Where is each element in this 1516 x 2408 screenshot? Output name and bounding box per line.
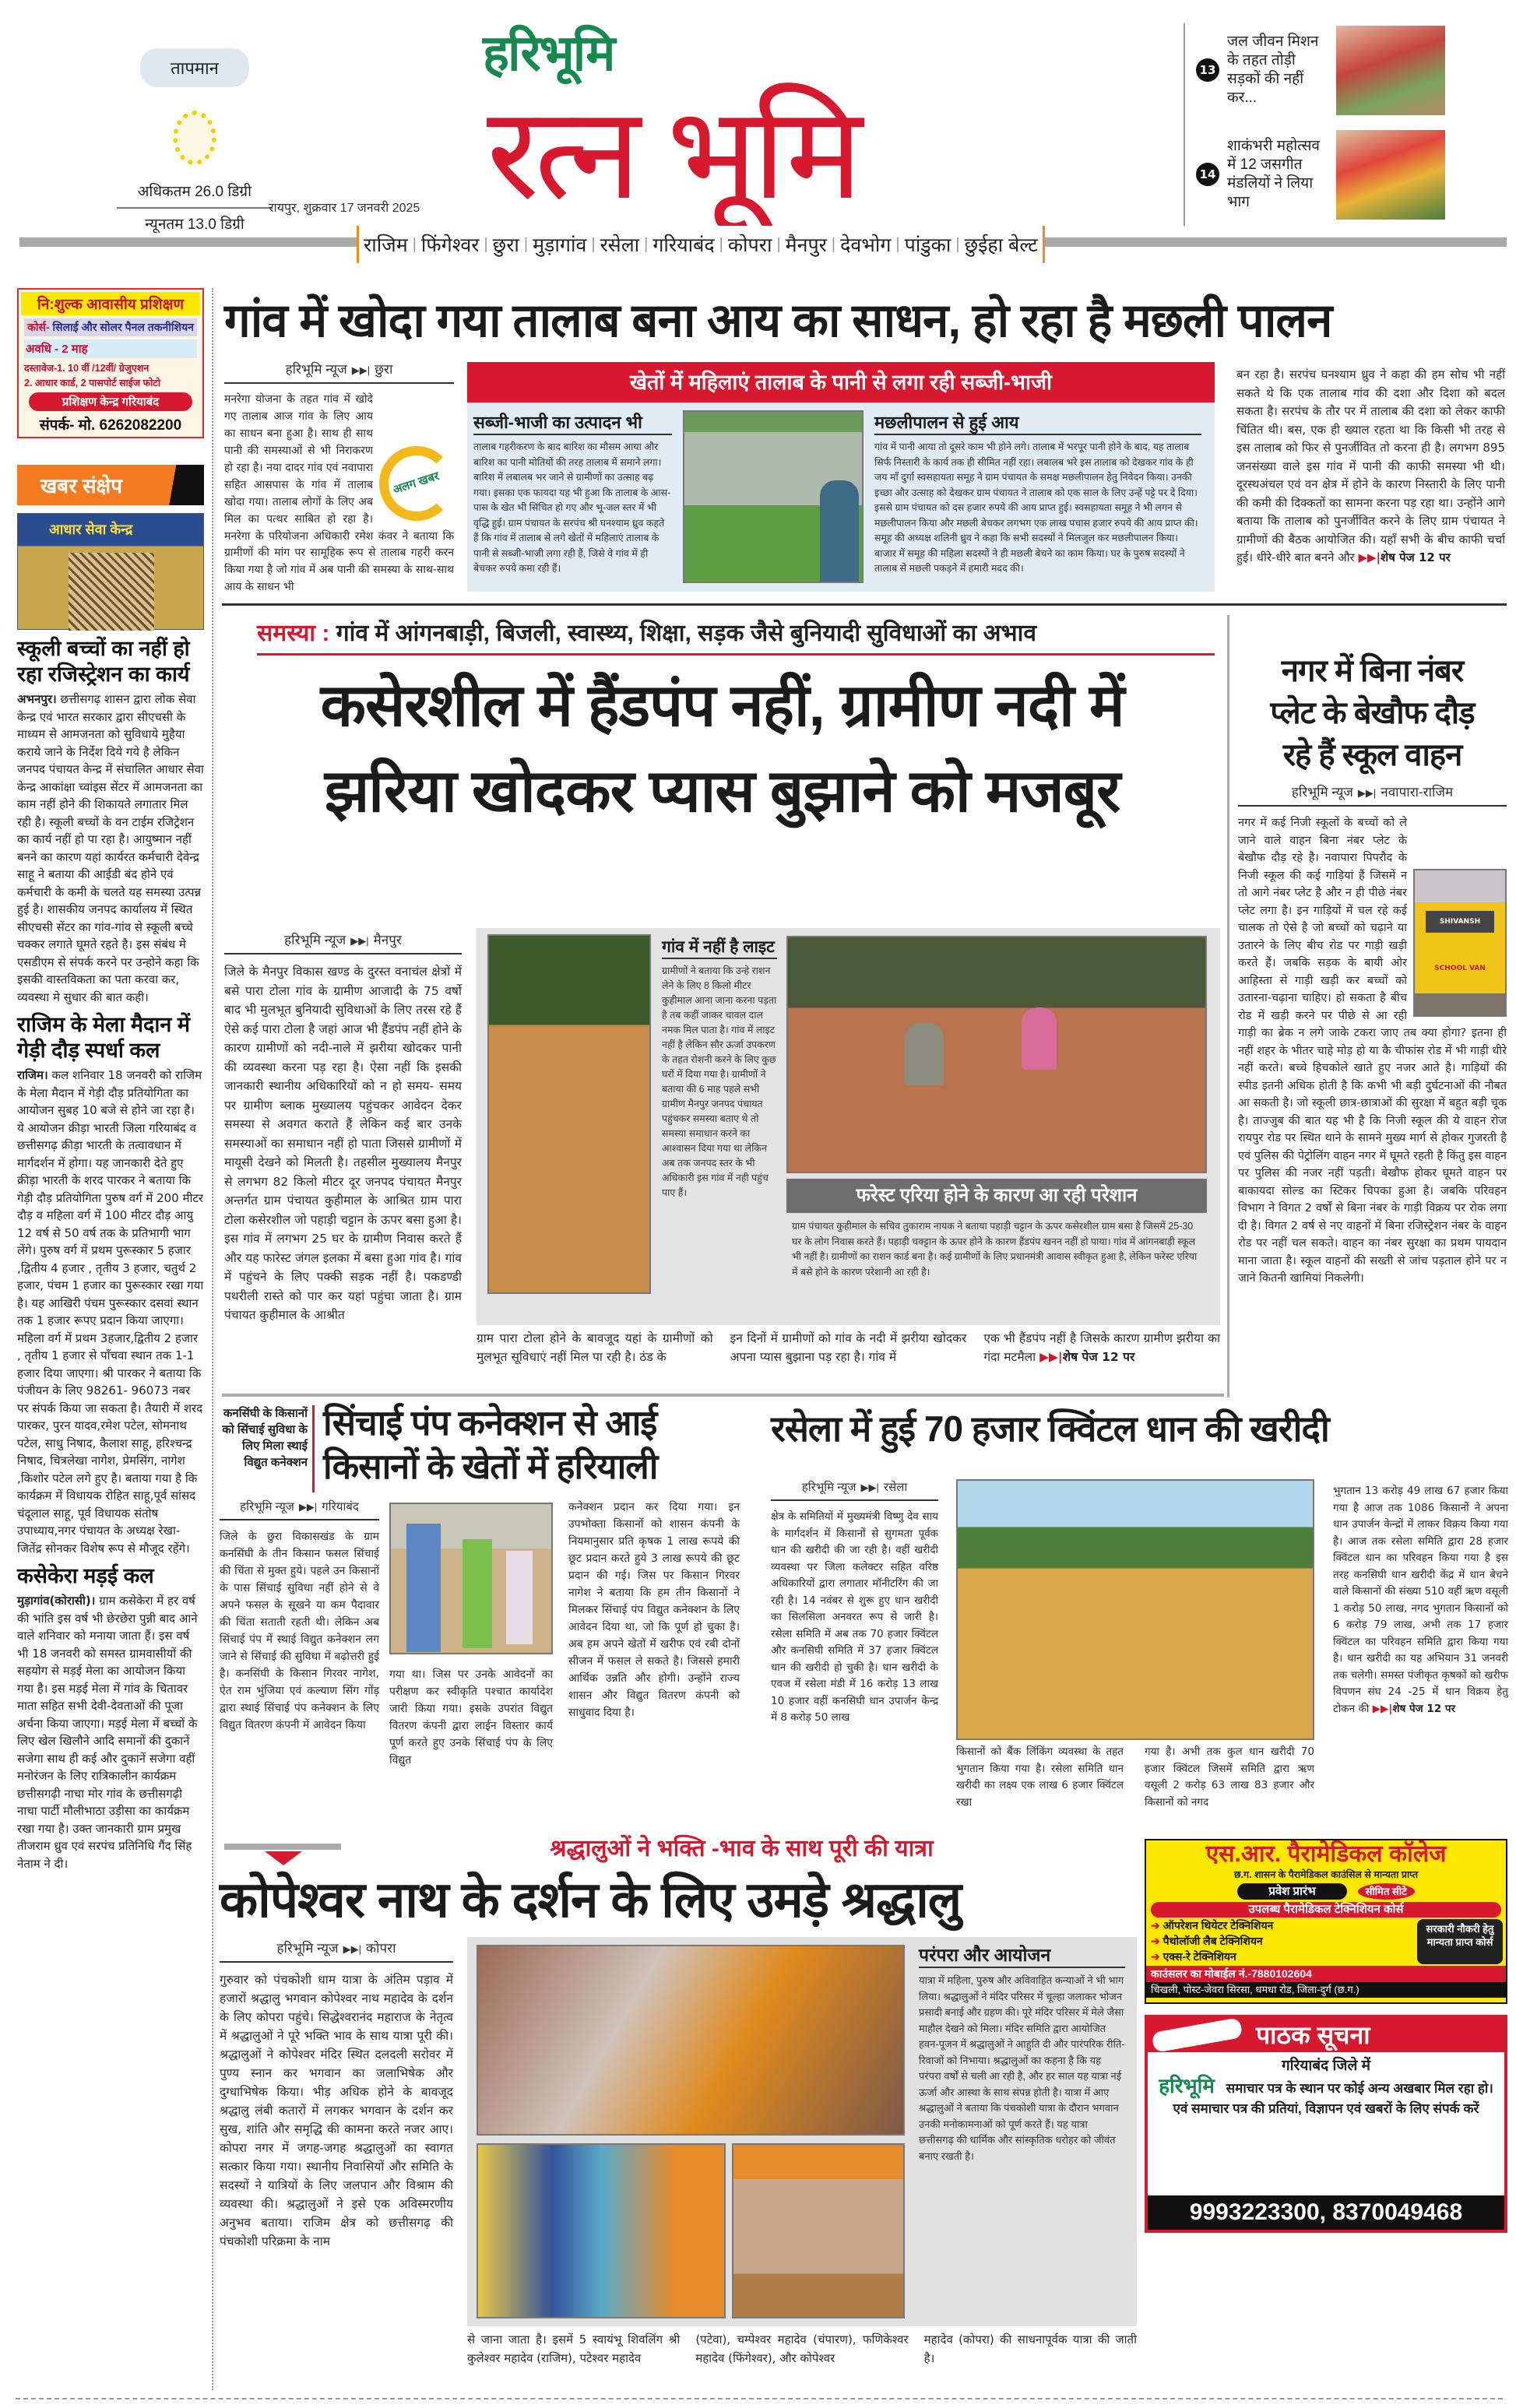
brief-banner — [17, 465, 204, 505]
headline-line: नगर में बिना नंबर — [1281, 654, 1464, 688]
ad-course — [24, 318, 197, 336]
courses-title: उपलब्ध पैरामेडिकल टेक्निशियन कोर्स — [1151, 1902, 1501, 1918]
handpump-kicker — [257, 619, 1215, 656]
fish-title: मछलीपालन से हुई आय — [874, 410, 1201, 435]
ad-contact: संपर्क- मो. 6262082200 — [39, 417, 182, 434]
byline — [771, 1479, 938, 1501]
temple-chevron-icon — [224, 1844, 341, 1850]
light-text: ग्रामीणों ने बताया कि उन्हे राशन लेने के लिए 8 किलो मीटर कुहीमाल आना जाना करना पड़ता है तब कहीं जाकर चावल दाल नमक मिल पाता है। गांव में लाइट नहीं है लेकिन सौर ऊर्जा उपकरण के तहत रोशनी करने के लिए कुछ घरों में दिया गया है। ग्रामीणों ने बताया की 6 माह पहले सभी ग्रामीण मैनपुर जनपद पंचायत पहुंचकर समस्या बताए थे तो समस्या समाधान करने का आश्वासन दिया गया था लेकिन अब तक जनपद स्तर के भी अधिकारी इस गांव में नही पहुंच पाए हैं। — [662, 965, 777, 1198]
course-item — [1151, 1949, 1417, 1964]
admission-badge: प्रवेश प्रारंभ — [1237, 1883, 1346, 1900]
continued-link[interactable]: ▶▶|शेष पेज 12 पर — [1039, 1349, 1135, 1364]
brief-body: ग्राम कसेकेरा में हर वर्ष की भांति इस वर्ष भी छेरछेरा पुन्नी बाद आने वाले शनिवार को मनाया जाता हैं। इस वर्ष भी 18 जनवरी को समस्त ग्रामवासीयों की सहयोग से मड़ई मेला का आयोजन किया गया है। इस मड़ई मेला में गांव के चितावर माता सहित सभी देवी-देवताओं की पूजा अर्चना किया जाएगा। मड़ई मेला में बच्चों के लिए खेल खिलौने आदि समानों की दुकानें सजेगा साथ ही कई और दुकानें सजेगा वहीं मनोरंजन के लिए रात्रिकालीन कार्यक्रम छत्तीसगढ़ी नाचा मोर गांव के छत्तीसगढ़ी नाचा पार्टी मौलीभाठा उड़ीसा का कार्यक्रम रखा गया है। उक्त जानकारी ग्राम प्रमुख तीजराम ध्रुव एवं सरपंच प्रतिनिधि गैंद सिंह नेताम ने दी। — [17, 1594, 198, 1871]
van-text — [1238, 814, 1507, 1375]
pond-lead-text: मनरेगा योजना के तहत गांव में खोदे गए तालाब आज गांव के लिए आय का साधन बना हुआ है। साथ ही साथ पानी की समस्याओं से भी निराकरण हो रहा है। नया दादर गांव एवं नवापारा सहित आसपास के गांव में तालाब खोदा गया। तालाब लोगों के लिए अब मिल का पत्थर साबित हो रहा है। मनरेगा के परियोजना अधिकारी रमेश कंवर ने बताया कि ग्रामीणों की मांग पर सामूहिक रूप से तालाब गहरी करन किया गया है जो गांव में अब पानी की समस्या के साथ-साथ आय के साधन भी — [224, 393, 454, 594]
van-body-top: नगर में कई निजी स्कूलों के बच्चों को ले जाने वाले वाहन बिना नंबर प्लेट के बेखौफ दौड़ रहे है। नवापारा पिपरौद के निजी स्कूल की कई गाड़ियां हैं जिसमें न तो आगे नंबर प्लेट है और न ही पीछे नंबर प्लेट लगा है। इन गाड़ियों में चल रहे कई चालक तो ऐसे है जो बच्चों को चढ़ाने या उतारने के लिए बीच रोड पर गाड़ी खड़ी करते हैं। जबकि सड़क के बायी ओर आहिस्ता से गाड़ी खड़ी कर बच्चों को उतारना-चढ़ाना चाहिए। हो — [1238, 817, 1407, 1004]
double-arrow-icon: ▶▶| — [350, 935, 369, 947]
ad-center: प्रशिक्षण केन्द्र गरियाबंद — [29, 392, 192, 411]
govt-job-badge: सरकारी नौकरी हेतु मान्यता प्राप्त कोर्स — [1417, 1919, 1503, 1964]
nav-separator: | — [776, 235, 781, 253]
paramedical-ad[interactable] — [1145, 1839, 1507, 2004]
farmers-photo — [389, 1503, 553, 1654]
nav-town-link[interactable]: छुरा — [492, 234, 519, 256]
handpump-body — [224, 930, 462, 1383]
nav-town-link[interactable]: रसेला — [600, 234, 640, 256]
notice-phones: 9993223300, 8370049468 — [1148, 2195, 1504, 2230]
bottom-col: (पटेवा), चम्पेश्वर महादेव (चंपारण), फणिकेश्वर महादेव (फिंगेश्वर), और कोपेश्वर — [695, 2332, 909, 2365]
paddy-col1 — [771, 1479, 938, 1820]
continued-text: शेष पेज 12 पर — [1381, 550, 1451, 564]
pond-banner: खेतों में महिलाएं तालाब के पानी से लगा रही सब्जी-भाजी — [467, 362, 1215, 403]
byline-place: नवापारा-राजिम — [1381, 785, 1454, 800]
paddy-col3: गया है। अभी तक कुल धान खरीदी 70 हजार क्विंटल जिसमें समिति द्वारा ऋण वसूली 2 करोड़ 63 लाख 83 हजार और किसानों को नगद — [1145, 1745, 1314, 1809]
brief-headline: राजिम के मेला मैदान में गेड़ी दौड़ स्पर्धा कल — [17, 1013, 191, 1062]
school-van-photo — [1413, 869, 1507, 1017]
irrigation-col3: कनेक्शन प्रदान कर दिया गया। इन उपभोक्ता किसानों को शासन कंपनी के नियमानुसार प्रति कृषक 1 लाख रूपये की छूट प्रदान करते हुये 3 लाख रूपये की छूट प्रदान की गई। जिस पर किसान गिरवर नागेश ने बताया कि हम तीन किसानों ने मिलकर सिंचाई पंप विद्युत कनेक्शन के लिए आवेदन दिया था, जो कि पूर्ण हो चुका है। अब हम अपने खेतों में खरीफ एवं रबी दोनों सीजन में फसल ले सकते है। जिससे हमारी आर्थिक उन्नति और होगी। उन्होंने राज्य शासन और विद्युत वितरण कंपनी को साधुवाद दिया है। — [568, 1501, 740, 1719]
byline-source: हरिभूमि न्यूज — [801, 1481, 856, 1494]
bottom-col-text: एक भी हैंडपंप नहीं है जिसके कारण ग्रामीण झरीया का गंदा मटमैला — [983, 1331, 1221, 1364]
paddy-headline: रसेला में हुई 70 हजार क्विंटल धान की खरीदी — [771, 1408, 1329, 1449]
pond-feature — [467, 362, 1215, 592]
havan-photo — [477, 1945, 905, 2136]
weather-box — [117, 48, 273, 243]
byline-source: हरिभूमि न्यूज — [285, 362, 347, 377]
paddy-col4 — [1333, 1483, 1508, 1826]
caption-title: फरेस्ट एरिया होने के कारण आ रही परेशान — [786, 1179, 1207, 1213]
forest-path-photo — [487, 934, 651, 1294]
temple-bottom — [467, 2331, 1137, 2392]
kicker-text: गांव में आंगनबाड़ी, बिजली, स्वास्थ्य, शिक्षा, सड़क जैसे बुनियादी सुविधाओं का अभाव — [336, 620, 1037, 646]
bottom-col — [983, 1330, 1220, 1389]
notice-line2: समाचार पत्र के स्थान पर कोई अन्य अखबार मिल रहा हो। एवं समाचार पत्र की प्रतियां, विज्ञापन एवं खबरों के लिए संपर्क करें — [1173, 2081, 1493, 2116]
nav-town-link[interactable]: गरियाबंद — [652, 234, 715, 256]
temple-headline: कोपेश्वर नाथ के दर्शन के लिए उमड़े श्रद्धालु — [220, 1872, 962, 1928]
pond-lead — [224, 360, 454, 598]
bottom-col: इन दिनों में ग्रामीणों को गांव के नदी में झरीया खोदकर अपना प्यास बुझाना पड़ रहा है। गांव में — [730, 1331, 967, 1364]
nav-town-link[interactable]: मुड़ागांव — [533, 234, 587, 256]
left-column-divider — [212, 288, 213, 2390]
nav-separator: | — [955, 235, 960, 253]
headline-line: झरिया खोदकर प्यास बुझाने को मजबूर — [324, 758, 1120, 824]
notice-brand: हरिभूमि — [1159, 2074, 1215, 2097]
veg-title: सब्जी-भाजी का उत्पादन भी — [473, 410, 672, 435]
brief-headline: कसेकेरा मड़ई कल — [17, 1564, 154, 1587]
pond-photo — [683, 410, 864, 583]
ad-course-label: कोर्स- — [27, 321, 50, 333]
college-subtitle: छ.ग. शासन के पैरामेडिकल काउंसिल से मान्यता प्राप्त — [1233, 1869, 1419, 1880]
brief-banner-label: खबर संक्षेप — [40, 474, 122, 497]
brief-dateline: राजिम। — [17, 1068, 48, 1082]
farmer-figure — [406, 1524, 441, 1652]
paddy-col4-text: भुगतान 13 करोड़ 49 लाख 67 हजार किया गया है आज तक 1086 किसानों ने अपना धान उपार्जन केन्द्रों में लाकर विक्रय किया गया है। आज तक रसेला समिति द्वारा 28 हजार क्विंटल धान का परिवहन किया गया है इस तरह कनसिघी धान खरीदी केंद्र में धान बेचने वाले किसानों की संख्या 510 वहीं ऋण वसूली 1 करोड़ 50 लाख, नगद भुगतान किसानों को 6 करोड़ 79 लाख, अभी तक 17 हजार क्विंटल का परिवहन समिति द्वारा किया गया है। धान खरीदी का यह अभियान 31 जनवरी तक चलेगी। समस्त पंजीकृत कृषकों को खरीफ विपणन संघ 24 -25 में धान विक्रय हेतु टोकन की — [1333, 1485, 1508, 1715]
arrow-right-icon: ➔ — [1151, 1919, 1163, 1932]
temple-col1 — [220, 1939, 453, 2387]
irrigation-kicker: कनसिंघी के किसानों को सिंचाई सुविधा के लिए मिला स्थाई विद्युत कनेक्शन — [220, 1405, 315, 1492]
bottom-col: ग्राम पारा टोला होने के बावजूद यहां के ग्रामीणों को मुलभूत सूविधाएं नहीं मिल पा रही है। ठंड के — [477, 1331, 713, 1364]
bottom-col: महादेव (कोपरा) की साधनापूर्वक यात्रा की जाती है। — [923, 2332, 1137, 2365]
brand-top: हरिभूमि — [483, 25, 614, 81]
bottom-col: से जाना जाता है। इसमें 5 स्वायंभू शिवलिंग श्री कुलेश्वर महादेव (राजिम), पटेश्वर महादेव — [467, 2332, 681, 2365]
ad-course-text: सिलाई और सोलर पैनल तकनीशियन — [52, 321, 194, 333]
byline — [220, 1939, 453, 1963]
handpump-frame-right — [1227, 615, 1229, 1397]
town-nav — [357, 226, 1045, 263]
paddy-heaps-photo — [956, 1479, 1314, 1740]
teaser[interactable] — [1196, 128, 1511, 221]
veg-text: तालाब गहरीकरण के बाद बारिश का मौसम आया और बारिश का पानी मोतियों की तरह तालाब में समाने लगा। बारिश में लबालब भर जाने से ग्रामीणों का उत्साह बढ़ गया। इसका एक फायदा यह भी हुआ कि तालाब के आस-पास के खेत भी सिंचित हो गए और भू-जल स्तर में भी वृद्धि हुई। ग्राम पंचायत के सरपंच श्री घनश्याम ध्रुव कहते हैं कि गांव में तालाब से लगे खेतों में महिलाएं तालाब के पानी से सब्जी-भाजी लगा रही हैं, जिसे वे गांव में ही बेचकर रुपये कमा रही हैं। — [473, 441, 671, 574]
gate — [69, 553, 154, 631]
arrow-right-icon: ➔ — [1151, 1950, 1163, 1963]
pond-right-text: बन रहा है। सरपंच घनश्याम ध्रुव ने कहा की हम सोच भी नहीं सकते थे कि एक तालाब गांव की दशा और दिशा को बदल सकता है। सरपंच के तौर पर में तालाब की दशा को लेकर काफी चिंतित थी। बस, एक ही ख्याल रहता था कि किसी भी तरह से इस तालाब को फिर से पुनर्जीवित तो करना ही है। लगभग 895 जनसंख्या वाले इस गांव में पानी की काफी समस्या भी थी। दूरस्थअंचल एवं वन क्षेत्र में होने के कारण निस्तारी के लिए पानी की कमी की दिक्कतों का सामना करना पड़ रहा था। उन्होंने आगे बताया कि तालाब को पुनर्जीवित करने के लिए ग्राम पंचायत ने ग्रामीणों की बैठक आयोजित की। यहाँ सभी के बीच काफी चर्चा हुई। धीरे-धीरे बात बनने और — [1236, 367, 1505, 564]
farmer-figure — [506, 1551, 533, 1644]
byline-source: हरिभूमि न्यूज — [276, 1941, 339, 1956]
byline-place: मैनपुर — [373, 933, 402, 947]
byline-place: छुरा — [375, 362, 393, 377]
farmer-figure — [820, 480, 859, 582]
brief-text — [17, 1592, 204, 1872]
nav-separator: | — [719, 235, 723, 253]
irrigation-col2: गया था। जिस पर उनके आवेदनों का परीक्षण कर स्वीकृति पश्चात कार्यादेश जारी किया गया। इसके उपरांत विद्युत वितरण कंपनी द्वारा लाईन विस्तार कार्य पूर्ण करते हुए उनके सिंचाई पंप के लिए विद्युत — [389, 1668, 553, 1766]
brief-story — [17, 1563, 204, 1872]
van-headline — [1238, 650, 1507, 776]
double-arrow-icon: ▶▶| — [351, 364, 371, 376]
page-bottom-rule — [16, 2398, 1503, 2399]
reader-notice-ad[interactable] — [1145, 2015, 1507, 2233]
teaser-text: शाकंभरी महोत्सव में 12 जसगीत मंडलियों ने लिया भाग — [1227, 138, 1320, 210]
fish-text: गांव में पानी आया तो दूसरे काम भी होने लगे। तालाब में भरपूर पानी होने के बाद, यह तालाब सिर्फ निस्तारी के कार्य तक ही सीमित नहीं रहा। लबालब भरे इस तालाब को देखकर गांव के ही जय माँ दुर्गा स्वसहायता समूह ने ग्राम पंचायत के समक्ष मछलीपालन हेतु निवेदन किया। उनकी इच्छा और उत्साह को देखकर ग्राम पंचायत ने तालाब को एक साल के लिए उन्हें पट्टे पर दे दिया। इससे ग्राम पंचायत को दस हजार रुपये की आय प्राप्त हुई। स्वसहायता समूह ने भी लगन से मछलीपालन किया और मछली बेचकर लगभग एक लाख पचास हजार रुपये की आय प्राप्त की। समूह की अध्यक्ष शलिनी ध्रुव ने कहा कि सभी सदस्यों ने मिलजुल कर मछलीपालन किया। बाजार में समूह की महिला सदस्यों ने ही मछली बेचने का काम किया। घर के पुरुष सदस्यों ने तालाब से मछली पकड़ने में हमारी मदद की। — [874, 441, 1198, 574]
notice-line1: गरियाबंद जिले में — [1281, 2058, 1371, 2074]
teaser-photo — [1336, 130, 1445, 220]
photo-sign-text: आधार सेवा केन्द्र — [49, 522, 133, 537]
brief-body: छत्तीसगढ़ शासन द्वारा लोक सेवा केन्द्र एवं भारत सरकार द्वारा सीएचसी के माध्यम से आमजनता को सुविधाये मुहैया कराये जाने के निर्देश दिये गये है लेकिन जनपद पंचायत केन्द्र में संचालित आधार सेवा केन्द्र आकांक्षा च्वांइस सेंटर में आमजनता का काम नहीं होने की शिकायते लगातार मिल रही है। स्कूली बच्चों के वन टाईम रजिट्रेशन का कार्य नहीं हो पा रहा है। आयुष्मान नहीं बनने का कारण यहां कार्यरत कर्मचारी देवेन्द्र साहू ने बताया की आईडी बंद होने एवं कर्मचारी के कमी के चलते यह समस्या उत्पन्न हुई है। शासकीय जनपद कार्यालय में स्थित सीएचसी सेंटर का गांव-गांव से स्कूली बच्चे चक्कर लगाते घूमते रहते है। इस संबंध मे एसडीएम से संपर्क करने पर उन्होने कहा कि इसकी वास्तविकता का पता करवा कर, व्यवस्था मे सुधार की बात कही। — [17, 692, 204, 1004]
course-item — [1151, 1933, 1417, 1949]
byline — [1238, 782, 1507, 807]
page-number-badge: 13 — [1196, 58, 1219, 82]
teaser[interactable] — [1196, 23, 1511, 117]
headline-line: प्लेट के बेखौफ दौड़ — [1270, 696, 1475, 730]
nav-separator: | — [412, 235, 417, 253]
nav-separator: | — [831, 235, 836, 253]
double-arrow-icon: ▶▶| — [343, 1943, 361, 1955]
nav-separator: | — [591, 235, 596, 253]
byline-place: कोपरा — [366, 1941, 396, 1956]
ad-title: नि:शुल्क आवासीय प्रशिक्षण — [21, 292, 200, 315]
newspaper-roll-icon — [1152, 2017, 1243, 2053]
irrigation-headline — [323, 1401, 761, 1489]
caption-text: ग्राम पंचायत कुहीमाल के सचिव तुकाराम नायक ने बताया पहाड़ी चट्टान के ऊपर कसेरशील ग्राम बसा है जिसमें 25-30 घर के लोग निवास करते हैं। पहाड़ी चक्ट्टान के ऊपर होने के कारण हैंडपंप खनन नहीं हो पाया। गांव में आंगनबाड़ी स्कूल भी नहीं है। ग्रामीणों का राशन कार्ड बना है। कई ग्रामीणों के लिए प्रधानमंत्री आवास स्वीकृत हुआ है, लेकिन फरेस्ट एरिया में बसे होने के कारण परेशानी आ रही है। — [792, 1221, 1198, 1278]
brief-story — [17, 636, 204, 1006]
byline — [220, 1499, 379, 1520]
byline-source: हरिभूमि न्यूज — [240, 1500, 294, 1513]
byline — [224, 930, 462, 954]
van-body-bottom: सकता है बीच रोड में खड़ी करने पर पीछे से आ रही गाड़ी का ब्रेक न लगे जाके टकरा जाए तब क्या होगा? इतना ही नहीं शहर के भीतर चाहे मोड़ हो या कै चीफांस रोड में भी गाड़ी धीरे नहीं करते। बच्चे हिचकोले खाते हुए नजर आते है। गाड़ियों की स्पीड इतनी अधिक होती है कि कभी भी बड़ी दुर्घटनाओं की नौबत आ सकती है। जो स्कूली छात्र-छात्राओं की सुरक्षा में बहुत बड़ी चूक है। ताज्जुब की बात यह भी है कि निजी स्कूल की ये वाहन रोज रायपुर रोड पर स्थित थाने के सामने मुख्य मार्ग से होकर गुजरती है एवं पुलिस की पेट्रोलिंग वाहन नगर में घूमते रहती है किंतु इस वाहन पर पुलिस की नजर नहीं पड़ती। बेखौफ होकर घूमते वाहन पर बाकायदा सोल्ड का स्टिकर चिपका हुआ है। जबकि परिवहन विभाग ने विगत 2 वर्षों से बिना नंबर के गाड़ी विक्रय पर रोक लगा दी है। विगत 2 वर्ष से नए वाहनों में बिना रजिस्ट्रेशन नंबर के वाहन रोड पर नहीं चल सकते। वाहन का नंबर सुरक्षा का प्रथम पायदान माना जाता है। स्कूल वाहनों की सख्ती से जांच पड़ताल होने पर न जाने कितनी खामियां निकलेगी। — [1238, 992, 1507, 1285]
pond-continued — [1236, 366, 1505, 596]
headline-line: सिंचाई पंप कनेक्शन से आई — [323, 1403, 657, 1443]
temple-text: गुरुवार को पंचकोशी धाम यात्रा के अंतिम पड़ाव में हजारों श्रद्धालु भगवान कोपेश्वर नाथ महादेव के दर्शन के लिए कोपरा पहुंचे। सिद्धेश्वरानंद महाराज के नेतृत्व में श्रद्धालुओं ने पूरे भक्ति भाव के साथ यात्रा पूरी की। श्रद्धालुओं ने कोपेश्वर मंदिर स्थित दलदली सरोवर में पुण्य स्नान कर भगवान का जलाभिषेक और दुग्धाभिषेक किया। भीड़ अधिक होने के बावजूद श्रद्धालु लंबी कतारों में लगकर भगवान के दर्शन कर सुख, शांति और समृद्धि की कामना करते नजर आए। कोपरा नगर में जगह-जगह श्रद्धालुओं का स्वागत सत्कार किया गया। स्थानीय निवासियों और समिति के सदस्यों ने यात्रियों के लिए जलपान और विश्राम की व्यवस्था की। श्रद्धालुओं ने इसे एक अविस्मरणीय अनुभव बताया। राजिम क्षेत्र को छत्तीसगढ़ की पंचकोशी परिक्रमा के नाम — [220, 1973, 453, 2248]
notice-title: पाठक सूचना — [1256, 2021, 1370, 2049]
teaser-photo — [1336, 26, 1445, 115]
temple-feature — [467, 1937, 1137, 2326]
paddy-text: क्षेत्र के समितियों में मुख्यमंत्री विष्णु देव साय के मार्गदर्शन में किसानों से सुगमता पूर्वक धान की खरीदी की जा रही है। वहीं खरीदी व्यवस्था पर जिला कलेक्टर सहित वरिष्ठ अधिकारियों द्वारा लगातार मॉनीटरिंग की जा रही है। 14 नवंबर से शुरू हुए धान खरीदी का सिलसिला अनवरत रूप से जारी है। रसेला समिति में अब तक 70 हजार क्विंटल और कनसिघी समिति में 37 हजार क्विंटल धान की खरीदी हो चुकी है। धान खरीदी के एवज में रसेला मंडी में 16 करोड़ 13 लाख 10 हजार वहीं कनसिघी धान उपार्जन केन्द्र में 8 करोड़ 50 लाख — [771, 1510, 938, 1724]
handpump-bottom — [477, 1330, 1220, 1389]
headline-line: रहे हैं स्कूल वाहन — [1282, 738, 1462, 772]
weather-label: तापमान — [140, 48, 249, 87]
pond-headline: गांव में खोदा गया तालाब बना आय का साधन, हो रहा है मछली पालन — [224, 294, 1332, 346]
nav-separator: | — [644, 235, 649, 253]
ad-duration: अवधि - 2 माह — [24, 339, 197, 358]
ad-docs-2: 2. आधार कार्ड, 2 पासपोर्ट साईज फोटो — [24, 378, 160, 388]
course-label: पैथोलॉजी लैब टेक्निशियन — [1163, 1935, 1263, 1947]
light-title: गांव में नहीं है लाइट — [662, 936, 777, 959]
brand-main: रत्न भूमि — [487, 82, 858, 225]
woman-figure — [905, 1023, 944, 1085]
college-address: चिखली, पोस्ट-जेवरा सिरसा, धमधा रोड, जिला-दुर्ग (छ.ग.) — [1146, 1982, 1506, 1998]
farmer-figure — [463, 1539, 492, 1648]
alag-khabar-badge — [379, 446, 454, 521]
irrigation-col1 — [220, 1499, 379, 1816]
sun-icon — [173, 111, 216, 165]
double-arrow-icon: ▶▶| — [860, 1482, 879, 1493]
teaser-text: जल जीवन मिशन के तहत तोड़ी सड़कों की नहीं कर... — [1227, 33, 1319, 106]
handpump-feature — [477, 928, 1220, 1325]
nav-separator: | — [523, 235, 529, 253]
byline-place: रसेला — [883, 1481, 908, 1494]
nav-town-link[interactable]: पांडुका — [904, 234, 951, 256]
pond-lead-body — [224, 392, 454, 598]
continued-link[interactable]: ▶▶|शेष पेज 12 पर — [1358, 550, 1451, 564]
nav-town-link[interactable]: छुईहा बेल्ट — [964, 234, 1038, 256]
page-teasers — [1184, 23, 1511, 226]
double-arrow-icon: ▶▶| — [298, 1501, 318, 1513]
byline-place: गरियाबंद — [322, 1500, 359, 1513]
nav-separator: | — [484, 235, 488, 253]
course-label: एक्स-रे टेक्निशियन — [1163, 1950, 1236, 1963]
temple-offering-photo — [732, 2143, 905, 2318]
brief-text — [17, 1067, 204, 1557]
training-ad[interactable] — [17, 288, 204, 438]
seats-badge: सीमित सीटे — [1358, 1883, 1415, 1900]
section-rule — [222, 1394, 1224, 1397]
brief-story — [17, 1012, 204, 1557]
nav-town-link[interactable]: देवभोग — [840, 234, 892, 256]
brief-dateline: अभनपुर। — [17, 692, 57, 706]
continued-text: शेष पेज 12 पर — [1062, 1349, 1135, 1364]
counselor-phone: काउंसलर का मोबाईल नं.-7880102604 — [1146, 1966, 1506, 1982]
devotees-queue-photo — [477, 2143, 726, 2318]
nav-town-link[interactable]: राजिम — [364, 234, 408, 256]
college-name: एस.आर. पैरामेडिकल कॉलेज — [1205, 1841, 1447, 1867]
brief-body: कल शनिवार 18 जनवरी को राजिम के मेला मैदान में गेड़ी दौड़ प्रतियोगिता का आयोजन सुबह 10 बजे से होने जा रहा है। ये आयोजन क्रीड़ा भारती जिला गरियाबंद व छत्तीसगढ़ क्रीड़ा भारती के तत्वावधान में मार्गदर्शन में होगा। यह जानकारी देते हुए क्रीड़ा भारती के शरद पारकर ने बताया कि गेड़ी दौड़ प्रतियोगिता पुरुष वर्ग में 200 मीटर दौड़ व महिला वर्ग में 100 मीटर दौड़ आयु 12 वर्ष से 50 वर्ष तक के प्रतिभागी भाग लेंगे। पुरुष वर्ग में प्रथम पुरूस्कार 5 हजार ,द्वितीय 4 हजार , तृतीय 3 हजार, चतुर्थ 2 हजार, पंचम 1 हजार का पुरूस्कार रखा गया है। यह आखिरी पंचम पुरूस्कार दसवां स्थान तक 1 हजार रूपए प्रदान किया जाएगा। महिला वर्ग में प्रथम 3हजार,द्वितीय 2 हजार , तृतीय 1 हजार से पाँचवा स्थान तक 1-1 हजार दिया जाएगा। श्री पारकर ने बताया कि पंजीयन के लिए 98261- 96073 नबर पर संपर्क किया जा सकता है। तैयारी में शरद पारकर, पुरन यादव,रमेश पटेल, सोमनाथ पटेल, साधु निषाद, कैलाश साहू, हरिश्चन्द्र निषाद, चित्रलेखा नागेश, प्रेमसिंग, नागेश ,किशोर पटेल लगे हुए है। बताया गया है कि कार्यक्रम में विधायक रोहित साहू,पूर्व सांसद चंदूलाल साहू, पूर्व विधायक संतोष उपाध्याय,नगर पंचायत के अध्यक्ष रेखा-जितेंद्र सोनकर विशेष रूप से मौजूद रहेंगे। — [17, 1068, 204, 1556]
tradition-title: परंपरा और आयोजन — [919, 1942, 1125, 1968]
min-temp: न्यूनतम 13.0 डिग्री — [145, 216, 244, 233]
arrow-right-icon: ➔ — [1151, 1935, 1163, 1947]
byline-source: हरिभूमि न्यूज — [284, 933, 346, 947]
byline-source: हरिभूमि न्यूज — [1291, 785, 1353, 800]
fish-box — [874, 410, 1201, 586]
max-temp: अधिकतम 26.0 डिग्री — [117, 181, 273, 209]
woman-figure — [1022, 1007, 1057, 1070]
section-rule — [222, 603, 1507, 606]
continued-text: शेष पेज 12 पर — [1392, 1702, 1456, 1715]
nav-town-link[interactable]: मैनपुर — [785, 234, 827, 256]
course-item — [1151, 1918, 1417, 1933]
handpump-text: जिले के मैनपुर विकास खण्ड के दुरस्त वनाचंल क्षेत्रों में बसे पारा टोला गांव के ग्रामीण आजादी के 75 वर्षो बाद भी मुलभूत बुनियादी सुविधाओं के लिए तरस रहे हैं ऐसे कई पारा टोला है जहां आज भी हैंडपंप नहीं होने के कारण ग्रामीणों को नदी-नाले में झरीया खोदकर पानी की व्यवस्था करना पड़ रहा है। ऐसा नहीं कि इसकी जानकारी स्थानीय अधिकारियों को न हो समय- समय पर ग्रामीण ब्लाक मुख्यालय पहुंचकर आवेदन देकर समस्या से अवगत कराते हैं लेकिन कई बार उनके समस्याओं का समाधान नहीं हो पाता जिससे ग्रामीणों में मायूसी देखने को मिलती है। तहसील मुख्यालय मैनपुर से लगभग 82 किलो मीटर दूर जनपद पंचायत मैनपुर अन्तर्गत ग्राम पंचायत कुहीमाल के आश्रित ग्राम पारा टोला कसेरशील जो पहाड़ी चट्टान के ऊपर बसा हुआ है। इस गांव में लगभग 25 घर के ग्रामीण निवास करते हैं और यह फारेस्ट जंगल इलका में बसा हुआ गांव है। गांव में पहुंचने के लिए पक्की सड़क नहीं है। पकडण्डी पथरीली रास्ते को पार कर यहां पहुंचा जाता है। ग्राम पंचायत कुहीमाल के आश्रीत — [224, 965, 462, 1322]
nav-town-link[interactable]: फिंगेश्वर — [420, 234, 480, 256]
handpump-headline — [222, 663, 1222, 835]
continued-link[interactable]: ▶▶|शेष पेज 12 पर — [1372, 1702, 1456, 1715]
irrigation-text: जिले के छुरा विकासखंड के ग्राम कनसिंघी के तीन किसान फसल सिंचाई की चिंता से मुक्त हुये। पहले उन किसानों के पास सिंचाई सुविधा नहीं होने से वे अपने फसल के सूखने या कम पैदावार की चिंता सताती रहती थी। लेकिन अब सिंचाई पंप में स्थाई विद्युत कनेक्शन लग जाने से सिंचाई की सुविधा में बढ़ोत्तरी हुई है। कनसिंघी के किसान गिरवर नागेश, ऐत राम भुंजिया एवं कल्याण सिंग गोंड़ द्वारा स्थाई सिंचाई पंप कनेक्शन के लिए विद्युत वितरण कंपनी में आवेदन किया — [220, 1531, 379, 1731]
temple-kicker: श्रद्धालुओं ने भक्ति -भाव के साथ पूरी की यात्रा — [550, 1836, 934, 1861]
brief-dateline: मुड़ागांव(कोरासी)। — [17, 1594, 96, 1608]
brief-text — [17, 691, 204, 1006]
water-collection-photo — [786, 936, 1207, 1173]
headline-line: किसानों के खेतों में हरियाली — [323, 1447, 658, 1486]
dateline: रायपुर, शुक्रवार 17 जनवरी 2025 — [269, 202, 420, 215]
temple-chevron-icon — [265, 1851, 302, 1865]
badge-text: अलग खबर — [392, 469, 441, 497]
course-label: ऑपरेशन थियेटर टेक्निशियन — [1163, 1919, 1274, 1932]
brief-headline: स्कूली बच्चों का नहीं हो रहा रजिस्ट्रेशन का कार्य — [17, 637, 190, 686]
kicker-label: समस्या : — [257, 620, 330, 646]
left-column — [17, 288, 204, 2390]
page-number-badge: 14 — [1196, 163, 1219, 186]
nav-separator: | — [895, 235, 900, 253]
van-plate-label: SCHOOL VAN — [1434, 965, 1486, 972]
tradition-text: यात्रा में महिला, पुरुष और अविवाहित कन्याओं ने भी भाग लिया। श्रद्धालुओं ने मंदिर परिसर में चूल्हा जलाकर भोजन प्रसादी बनाई और ग्रहण की। पूरे मंदिर परिसर में मेले जैसा माहौल देखने को मिला। मंदिर समिति द्वारा आयोजित हवन-पूजन में श्रद्धालुओं ने आहुति दी और पारंपरिक रीति-रिवाजों को निभाया। श्रद्धालुओं का कहना है कि यह परंपरा वर्षों से चली आ रही है, और हर साल यह यात्रा नई ऊर्जा और आस्था के साथ संपन्न होती है। यात्रा में आए श्रद्धालुओं ने बताया कि पंचकोशी यात्रा के दौरान भगवान उनकी मनोकामनाओं को पूर्ण करते हैं। यह यात्रा छत्तीसगढ़ की धार्मिक और सांस्कृतिक धरोहर को जीवंत बनाए रखती है। — [919, 1974, 1125, 2162]
nav-town-link[interactable]: कोपरा — [727, 234, 772, 256]
double-arrow-icon: ▶▶| — [1357, 787, 1377, 799]
veg-box — [473, 410, 672, 586]
brand-logo — [475, 23, 1067, 225]
byline — [224, 360, 454, 384]
school-van-story — [1238, 650, 1507, 1375]
ad-docs-1: दस्तावेज-1. 10 वीं /12वीं/ ग्रेजुएशन — [24, 363, 149, 374]
paddy-col2: किसानों को बैंक लिंकिंग व्यवस्था के तहत भुगतान किया गया है। रसेला समिति धान खरीदी का लक्ष्य एक लाख 6 हजार क्विंटल रखा — [956, 1745, 1124, 1809]
van-window-label: SHIVANSH — [1426, 911, 1494, 933]
aadhaar-centre-photo — [17, 513, 204, 630]
headline-line: कसेरशील में हैंडपंप नहीं, ग्रामीण नदी में — [320, 673, 1124, 739]
